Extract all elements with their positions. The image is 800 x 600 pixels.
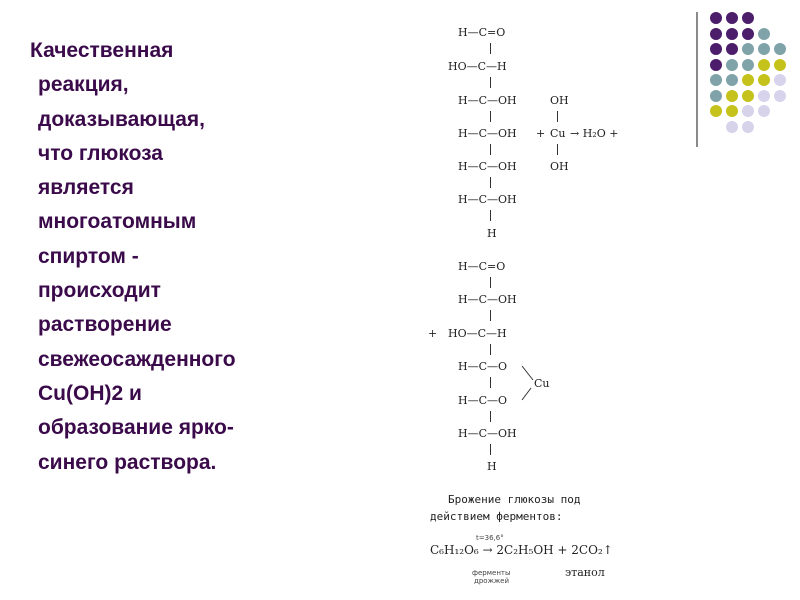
- plus-sign: +: [536, 127, 546, 140]
- bond-line: [490, 144, 491, 155]
- chem-row: H—C—O: [458, 394, 508, 407]
- decor-dot: [710, 90, 722, 102]
- chem-row: H—C—OH: [458, 94, 517, 107]
- slide-body-text: [30, 34, 320, 480]
- decor-dot: [726, 121, 738, 133]
- catalyst-label-1: ферменты: [472, 569, 511, 577]
- copper-symbol: Cu: [534, 377, 550, 390]
- decor-dot: [726, 28, 738, 40]
- glucose-reaction-1: [448, 26, 638, 246]
- decor-dot: [742, 12, 754, 24]
- plus-sign: +: [428, 327, 438, 340]
- decor-dot: [742, 121, 754, 133]
- bond-line: [490, 177, 491, 188]
- decor-dot: [742, 74, 754, 86]
- decor-dot: [758, 43, 770, 55]
- decor-dot: [726, 90, 738, 102]
- decor-dot: [742, 90, 754, 102]
- bond-line: [490, 377, 491, 388]
- chem-row: H: [487, 227, 497, 240]
- decor-dot: [710, 12, 722, 24]
- chem-row: HO—C—H: [448, 60, 507, 73]
- decor-dot: [710, 28, 722, 40]
- chem-row: H—C—O: [458, 360, 508, 373]
- decor-dot-grid: [696, 12, 786, 147]
- text-line: реакция,: [38, 73, 129, 97]
- text-line: многоатомным: [38, 210, 197, 234]
- text-line: образование ярко-: [38, 416, 234, 440]
- decor-dot: [726, 43, 738, 55]
- decor-dot: [758, 74, 770, 86]
- reagent-oh-bottom: OH: [550, 160, 569, 173]
- chem-row: H—C—OH: [458, 293, 517, 306]
- chem-row: H—C=O: [458, 260, 506, 273]
- chem-row: H—C—OH: [458, 160, 517, 173]
- text-line: доказывающая,: [38, 107, 205, 131]
- text-line: что глюкоза: [38, 141, 163, 165]
- reaction-products: → H₂O +: [570, 127, 619, 140]
- chem-row: H—C—OH: [458, 193, 517, 206]
- chem-row: HO—C—H: [448, 327, 507, 340]
- decor-dot: [710, 43, 722, 55]
- bond-line: [490, 111, 491, 122]
- text-line: является: [38, 176, 134, 200]
- text-line: Cu(OH)2 и: [38, 381, 142, 405]
- decor-dot: [758, 28, 770, 40]
- chem-row: H: [487, 460, 497, 473]
- text-line: свежеосажденного: [38, 347, 236, 371]
- bond-line: [490, 77, 491, 88]
- reaction-condition: t=36,6°: [476, 534, 504, 542]
- decor-dot: [758, 90, 770, 102]
- text-line: синего раствора.: [38, 450, 217, 474]
- bond-line: [490, 344, 491, 355]
- glucose-reaction-2: [428, 260, 628, 475]
- text-line: происходит: [38, 279, 161, 303]
- bond-line: [557, 144, 558, 155]
- fermentation-equation: C₆H₁₂O₆ → 2C₂H₅OH + 2CO₂↑: [430, 543, 613, 557]
- copper-symbol: Cu: [550, 127, 566, 140]
- fermentation-caption-line2: действием ферментов:: [430, 510, 563, 523]
- decor-dot: [742, 59, 754, 71]
- text-line: растворение: [38, 313, 172, 337]
- text-line: спиртом -: [38, 244, 139, 268]
- bond-line: [490, 310, 491, 321]
- bond-line: [490, 277, 491, 288]
- chem-row: H—C=O: [458, 26, 506, 39]
- decor-dot: [774, 74, 786, 86]
- chem-row: H—C—OH: [458, 127, 517, 140]
- text-line: Качественная: [30, 39, 174, 62]
- bond-line: [490, 411, 491, 422]
- decor-dot: [710, 105, 722, 117]
- decor-dot: [774, 43, 786, 55]
- bond-line: [490, 444, 491, 455]
- decor-dot: [710, 59, 722, 71]
- decor-dot: [726, 59, 738, 71]
- reagent-oh-top: OH: [550, 94, 569, 107]
- decor-dot: [742, 28, 754, 40]
- decor-dot: [742, 43, 754, 55]
- decor-dot: [774, 90, 786, 102]
- decor-dot: [726, 74, 738, 86]
- bond-line: [557, 111, 558, 122]
- catalyst-label-2: дрожжей: [474, 577, 510, 585]
- decor-dot: [774, 59, 786, 71]
- bond-line: [490, 43, 491, 54]
- product-name-ethanol: этанол: [565, 566, 605, 579]
- decor-dot: [710, 74, 722, 86]
- fermentation-caption-line1: Брожение глюкозы под: [448, 493, 581, 506]
- bond-line: [490, 210, 491, 221]
- decor-dot: [726, 12, 738, 24]
- decor-dot: [758, 59, 770, 71]
- decor-dot: [742, 105, 754, 117]
- chem-row: H—C—OH: [458, 427, 517, 440]
- decor-dot: [758, 105, 770, 117]
- decor-dot: [726, 105, 738, 117]
